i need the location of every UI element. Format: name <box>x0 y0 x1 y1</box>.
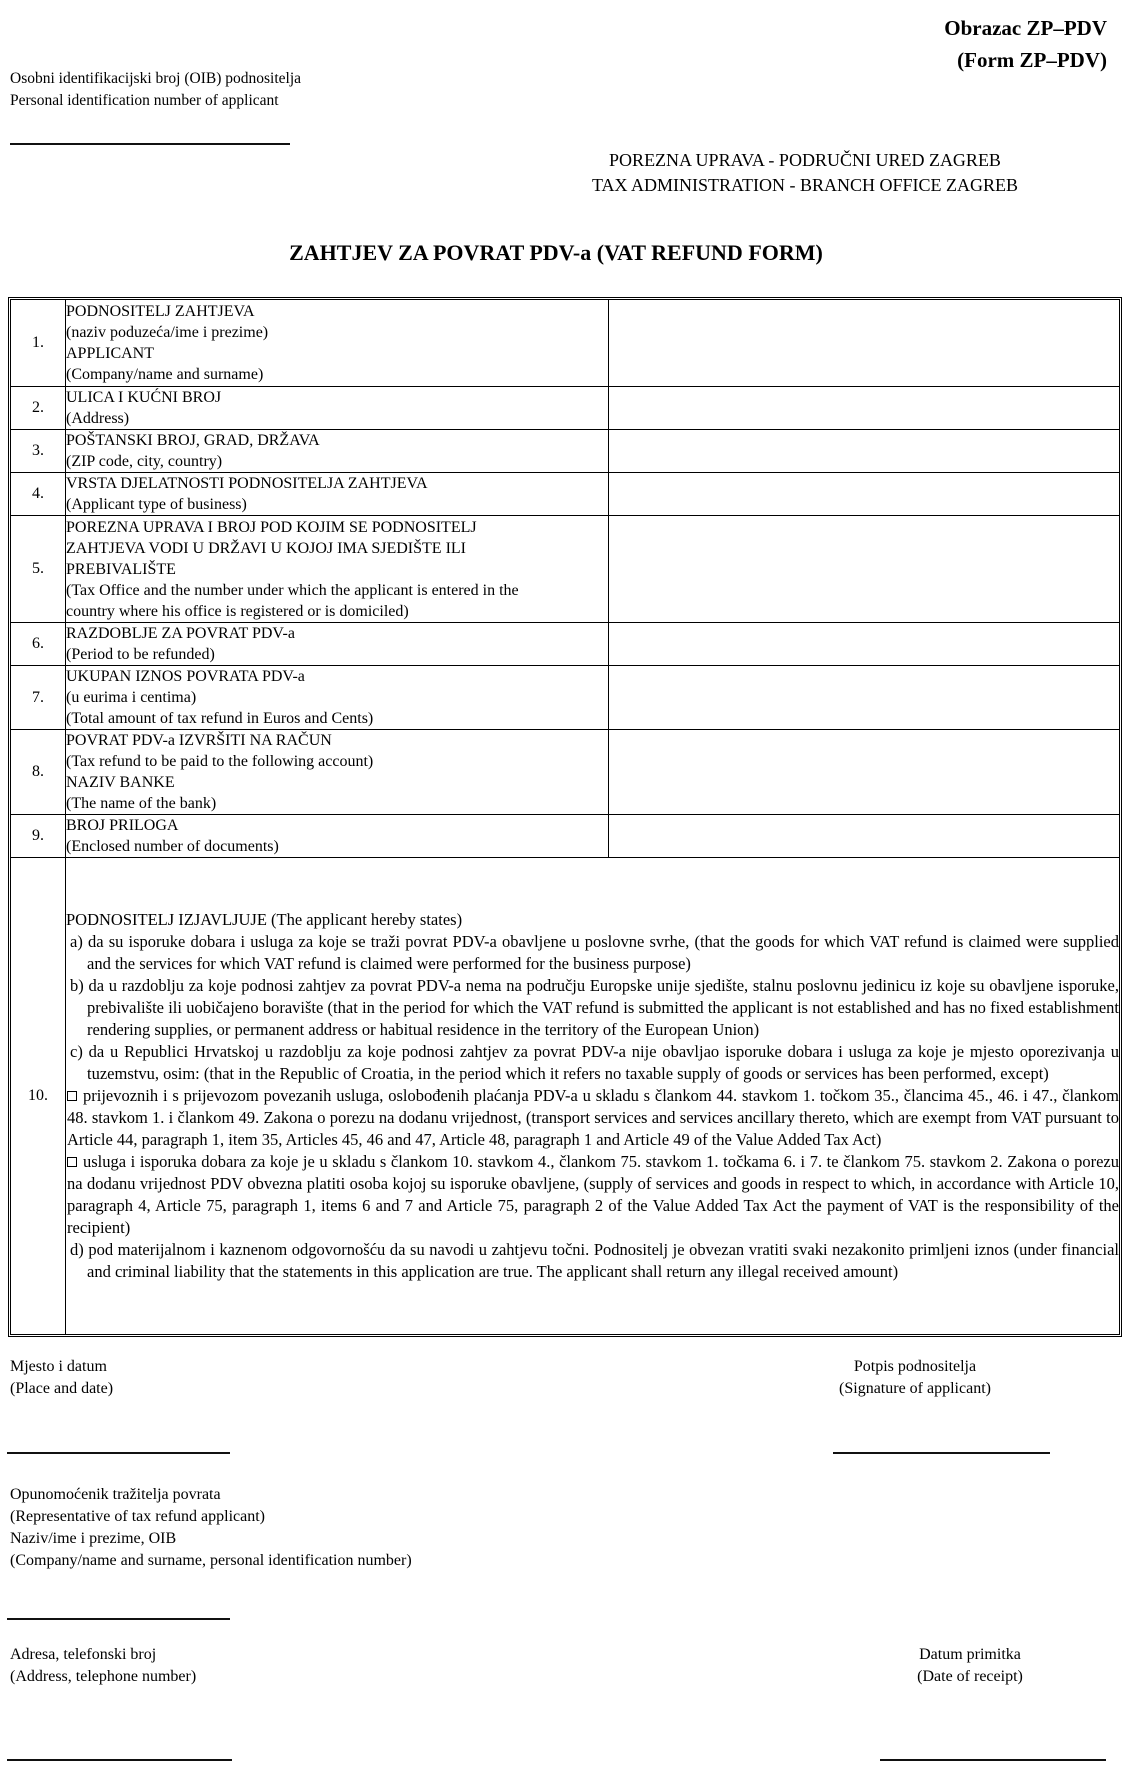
row-label-line: ZAHTJEVA VODI U DRŽAVI U KOJOJ IMA SJEDIŠTE ILI <box>66 539 467 557</box>
row-label-line: APPLICANT <box>66 345 155 362</box>
row-number: 6. <box>11 623 66 666</box>
place-date-block <box>10 1356 113 1400</box>
subitem-text: usluga i isporuka dobara za koje je u skladu s člankom 10. stavkom 4., člankom 75. stavkom 1. točkama 6. i 7. te člankom 75. stavkom 2. Zakona o porezu na dodanu vrijednost PDV obvezna platiti osoba kojoj su isporuke obavljene, (supply of services and goods in respect to which, in accordance with Article 10, paragraph 4, Article 75, paragraph 1, items 6 and 7 and Article 75, paragraph 2 of the Value Added Tax Act the payment of VAT is the responsibility of the recipient) <box>67 1152 1119 1237</box>
subitem-text: prijevoznih i s prijevozom povezanih usluga, oslobođenih plaćanja PDV-a u skladu s člankom 44. stavkom 1. točkom 35., člancima 45., 46. i 47., člankom 48. stavkom 1. i člankom 49. Zakona o porezu na dodanu vrijednost, (transport services and services ancillary thereto, which are exempt from VAT pursuant to Article 44, paragraph 1, item 35, Articles 45, 46 and 47, Article 48, paragraph 1 and Article 49 of the Value Added Tax Act) <box>67 1086 1119 1149</box>
row-label-line: (Tax Office and the number under which the applicant is entered in the <box>66 581 519 599</box>
row-label-line: (Applicant type of business) <box>66 496 247 513</box>
row-label-line: PREBIVALIŠTE <box>66 560 176 578</box>
address-phone-block <box>10 1644 196 1688</box>
row-label-line: (Total amount of tax refund in Euros and Cents) <box>66 710 374 727</box>
form-table <box>10 299 1120 1335</box>
row-number: 2. <box>11 387 66 430</box>
declaration-item-b <box>66 975 1119 1041</box>
oib-write-in-line[interactable] <box>10 143 290 145</box>
row-label-line: BROJ PRILOGA <box>66 817 179 834</box>
row-label-line: (Company/name and surname) <box>66 366 264 383</box>
row-label <box>66 815 609 858</box>
representative-hr: Opunomoćenik tražitelja povrata <box>10 1486 221 1503</box>
table-row <box>11 730 1120 815</box>
signature-write-in-line[interactable] <box>833 1452 1050 1454</box>
name-oib-hr: Naziv/ime i prezime, OIB <box>10 1530 177 1547</box>
row-number: 8. <box>11 730 66 815</box>
table-row <box>11 473 1120 516</box>
value-cell-bank-account[interactable] <box>609 730 1120 815</box>
row-label <box>66 387 609 430</box>
row-label <box>66 516 609 623</box>
item-text: da su isporuke dobara i usluga za koje se traži povrat PDV-a obavljene u poslovne svrhe, (that the goods for which VAT refund is claimed were supplied and the services for which VAT refund is claimed were performed for the business purpose) <box>87 932 1119 973</box>
row-label <box>66 473 609 516</box>
tax-office-en: TAX ADMINISTRATION - BRANCH OFFICE ZAGREB <box>591 175 1019 195</box>
oib-label-hr: Osobni identifikacijski broj (OIB) podnositelja <box>10 70 302 87</box>
row-label <box>66 623 609 666</box>
row-label-line: NAZIV BANKE <box>66 774 175 791</box>
row-label <box>66 300 609 387</box>
value-cell-tax-office-number[interactable] <box>609 516 1120 623</box>
row-label-line: (Address) <box>66 410 130 427</box>
row-number: 7. <box>11 666 66 730</box>
value-cell-enclosed-documents[interactable] <box>609 815 1120 858</box>
row-label-line: (naziv poduzeća/ime i prezime) <box>66 324 269 341</box>
declaration-item-d <box>66 1239 1119 1283</box>
oib-label-block <box>10 68 301 112</box>
name-oib-en: (Company/name and surname, personal identification number) <box>10 1552 412 1569</box>
signature-block <box>760 1356 1070 1400</box>
row-label-line: UKUPAN IZNOS POVRATA PDV-a <box>66 668 305 685</box>
declaration-subitem-transport <box>67 1085 1119 1151</box>
row-label-line: (Period to be refunded) <box>66 646 215 663</box>
row-label-line: (Enclosed number of documents) <box>66 838 279 855</box>
row-label-line: POVRAT PDV-a IZVRŠITI NA RAČUN <box>66 732 332 749</box>
form-code-hr: Obrazac ZP–PDV <box>944 16 1107 40</box>
table-row <box>11 387 1120 430</box>
row-label-line: (The name of the bank) <box>66 795 217 812</box>
row-label-line: POŠTANSKI BROJ, GRAD, DRŽAVA <box>66 432 320 449</box>
date-of-receipt-hr: Datum primitka <box>919 1646 1021 1663</box>
row-label-line: (ZIP code, city, country) <box>66 453 223 470</box>
table-row <box>11 430 1120 473</box>
declaration-item-c <box>66 1041 1119 1085</box>
value-cell-refund-period[interactable] <box>609 623 1120 666</box>
item-marker: c) <box>70 1042 83 1061</box>
row-number: 9. <box>11 815 66 858</box>
checkbox-icon[interactable] <box>67 1091 77 1101</box>
declaration-intro: PODNOSITELJ IZJAVLJUJE (The applicant hereby states) <box>66 910 463 929</box>
table-row <box>11 815 1120 858</box>
signature-hr: Potpis podnositelja <box>853 1358 977 1375</box>
representative-block <box>10 1484 412 1572</box>
signature-en: (Signature of applicant) <box>839 1380 991 1397</box>
declaration-subitem-reverse-charge <box>67 1151 1119 1239</box>
representative-en: (Representative of tax refund applicant) <box>10 1508 265 1525</box>
place-date-en: (Place and date) <box>10 1380 114 1397</box>
row-label-line: VRSTA DJELATNOSTI PODNOSITELJA ZAHTJEVA <box>66 475 428 492</box>
checkbox-icon[interactable] <box>67 1157 77 1167</box>
row-number: 4. <box>11 473 66 516</box>
row-label-line: ULICA I KUĆNI BROJ <box>66 389 222 406</box>
row-number: 10. <box>11 858 66 1335</box>
item-text: da u razdoblju za koje podnosi zahtjev za povrat PDV-a nema na području Europske unije sjedište, stalnu poslovnu jedinicu iz koje su obavljene isporuke, prebivalište ili uobičajeno boravište (that in the period for which the VAT refund is submitted the applicant is not established and has no fixed establishment rendering supplies, or permanent address or habitual residence in the territory of the European Union) <box>87 976 1119 1039</box>
declaration-cell <box>66 858 1120 1335</box>
row-number: 3. <box>11 430 66 473</box>
value-cell-zip-city-country[interactable] <box>609 430 1120 473</box>
row-label-line: country where his office is registered or is domiciled) <box>66 602 409 620</box>
place-date-hr: Mjesto i datum <box>10 1358 107 1375</box>
value-cell-address[interactable] <box>609 387 1120 430</box>
row-label-line: RAZDOBLJE ZA POVRAT PDV-a <box>66 625 295 642</box>
item-text: da u Republici Hrvatskoj u razdoblju za koje podnosi zahtjev za povrat PDV-a nije obavljao isporuke dobara i usluga za koje je mjesto oporezivanja u tuzemstvu, osim: (that in the Republic of Croatia, in the period which it refers no taxable supply of goods or services has been performed, except) <box>87 1042 1119 1083</box>
representative-write-in-line[interactable] <box>7 1618 230 1620</box>
table-row <box>11 300 1120 387</box>
declaration-item-a <box>66 931 1119 975</box>
table-row <box>11 623 1120 666</box>
address-phone-hr: Adresa, telefonski broj <box>10 1646 157 1663</box>
tax-office-block <box>482 148 1128 198</box>
row-label <box>66 666 609 730</box>
table-row-declaration <box>11 858 1120 1335</box>
form-code-block <box>944 12 1107 76</box>
item-marker: a) <box>70 932 83 951</box>
address-write-in-line[interactable] <box>7 1759 232 1761</box>
item-text: pod materijalnom i kaznenom odgovornošću da su navodi u zahtjevu točni. Podnositelj je obvezan vratiti svaki nezakonito primljeni iznos (under financial and criminal liability that the statements in this application are true. The applicant shall return any illegal received amount) <box>87 1240 1119 1281</box>
item-marker: b) <box>70 976 84 995</box>
table-row <box>11 516 1120 623</box>
row-label-line: (u eurima i centima) <box>66 689 197 706</box>
form-code-en: (Form ZP–PDV) <box>957 48 1107 72</box>
date-of-receipt-block <box>815 1644 1125 1688</box>
value-cell-type-of-business[interactable] <box>609 473 1120 516</box>
item-marker: d) <box>70 1240 84 1259</box>
page-title: ZAHTJEV ZA POVRAT PDV-a (VAT REFUND FORM) <box>289 240 823 265</box>
date-of-receipt-en: (Date of receipt) <box>917 1668 1023 1685</box>
row-label-line: POREZNA UPRAVA I BROJ POD KOJIM SE PODNOSITELJ <box>66 518 477 536</box>
row-label <box>66 730 609 815</box>
tax-office-hr: POREZNA UPRAVA - PODRUČNI URED ZAGREB <box>609 150 1001 170</box>
table-row <box>11 666 1120 730</box>
value-cell-applicant[interactable] <box>609 300 1120 387</box>
row-label-line: PODNOSITELJ ZAHTJEVA <box>66 303 255 320</box>
form-table-border <box>8 297 1122 1337</box>
row-number: 1. <box>11 300 66 387</box>
row-label-line: (Tax refund to be paid to the following account) <box>66 753 374 770</box>
row-label <box>66 430 609 473</box>
date-of-receipt-write-in-line[interactable] <box>880 1759 1106 1761</box>
row-number: 5. <box>11 516 66 623</box>
oib-label-en: Personal identification number of applicant <box>10 92 279 109</box>
address-phone-en: (Address, telephone number) <box>10 1668 197 1685</box>
value-cell-total-amount[interactable] <box>609 666 1120 730</box>
place-date-write-in-line[interactable] <box>7 1452 230 1454</box>
